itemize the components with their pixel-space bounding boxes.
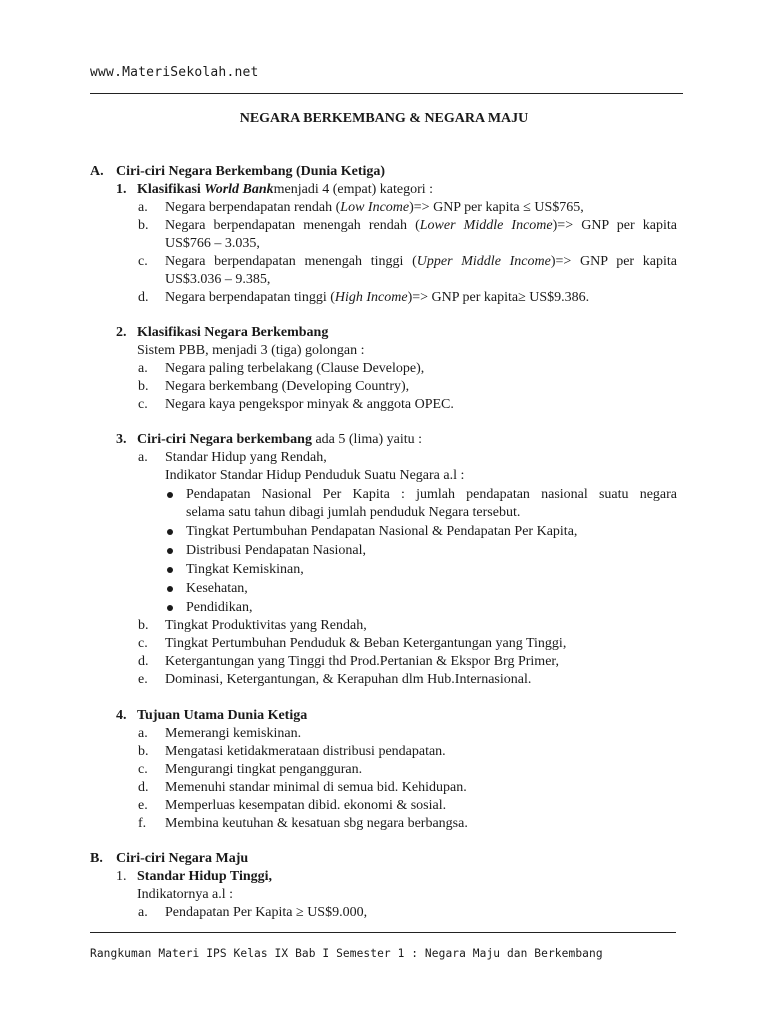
list-item-subtitle: Indikator Standar Hidup Penduduk Suatu Negara a.l : bbox=[165, 468, 465, 483]
bullet-item: Pendidikan, bbox=[186, 600, 253, 615]
list-item: Negara berpendapatan menengah tinggi (Upper Middle Income)=> GNP per kapita bbox=[165, 254, 677, 269]
list-item: Negara paling terbelakang (Clause Develope), bbox=[165, 361, 425, 376]
list-item-continuation: US$3.036 – 9.385, bbox=[165, 272, 271, 287]
bullet-item-continuation: selama satu tahun dibagi jumlah penduduk Negara tersebut. bbox=[186, 505, 521, 520]
footer-rule bbox=[90, 932, 676, 933]
bullet-icon bbox=[167, 492, 173, 498]
list-item: Negara berkembang (Developing Country), bbox=[165, 379, 410, 394]
list-item: Tingkat Produktivitas yang Rendah, bbox=[165, 618, 367, 633]
list-marker: d. bbox=[138, 654, 149, 669]
bullet-item: Distribusi Pendapatan Nasional, bbox=[186, 543, 367, 558]
list-marker: c. bbox=[138, 254, 148, 269]
list-marker: c. bbox=[138, 636, 148, 651]
list-marker: d. bbox=[138, 290, 149, 305]
section-b-marker: B. bbox=[90, 851, 103, 866]
list-item: Memperluas kesempatan dibid. ekonomi & sosial. bbox=[165, 798, 447, 813]
bullet-item: Tingkat Kemiskinan, bbox=[186, 562, 304, 577]
list-item: Pendapatan Per Kapita ≥ US$9.000, bbox=[165, 905, 368, 920]
list-item: Negara berpendapatan tinggi (High Income)=> GNP per kapita≥ US$9.386. bbox=[165, 290, 590, 305]
bullet-item: Tingkat Pertumbuhan Pendapatan Nasional & Pendapatan Per Kapita, bbox=[186, 524, 578, 539]
section-a-marker: A. bbox=[90, 164, 104, 179]
list-marker: a. bbox=[138, 450, 148, 465]
bullet-item: Pendapatan Nasional Per Kapita : jumlah pendapatan nasional suatu negara bbox=[186, 487, 677, 502]
a2-number: 2. bbox=[116, 325, 127, 340]
bullet-icon bbox=[167, 605, 173, 611]
list-item: Standar Hidup yang Rendah, bbox=[165, 450, 327, 465]
list-item: Negara berpendapatan rendah (Low Income)=> GNP per kapita ≤ US$765, bbox=[165, 200, 584, 215]
list-item-continuation: US$766 – 3.035, bbox=[165, 236, 260, 251]
list-marker: c. bbox=[138, 762, 148, 777]
a3-number: 3. bbox=[116, 432, 127, 447]
a4-heading: Tujuan Utama Dunia Ketiga bbox=[137, 708, 308, 723]
list-item: Mengurangi tingkat pengangguran. bbox=[165, 762, 363, 777]
list-marker: a. bbox=[138, 726, 148, 741]
a2-intro: Sistem PBB, menjadi 3 (tiga) golongan : bbox=[137, 343, 365, 358]
list-marker: b. bbox=[138, 379, 149, 394]
section-b-heading: Ciri-ciri Negara Maju bbox=[116, 851, 249, 866]
list-marker: a. bbox=[138, 361, 148, 376]
document-title: NEGARA BERKEMBANG & NEGARA MAJU bbox=[239, 111, 529, 126]
list-marker: a. bbox=[138, 200, 148, 215]
bullet-icon bbox=[167, 548, 173, 554]
b1-intro: Indikatornya a.l : bbox=[137, 887, 234, 902]
list-item: Tingkat Pertumbuhan Penduduk & Beban Ketergantungan yang Tinggi, bbox=[165, 636, 567, 651]
list-marker: e. bbox=[138, 672, 148, 687]
list-marker: b. bbox=[138, 218, 149, 233]
list-item: Mengatasi ketidakmerataan distribusi pendapatan. bbox=[165, 744, 446, 759]
a4-number: 4. bbox=[116, 708, 127, 723]
list-item: Negara berpendapatan menengah rendah (Lower Middle Income)=> GNP per kapita bbox=[165, 218, 677, 233]
list-item: Membina keutuhan & kesatuan sbg negara berbangsa. bbox=[165, 816, 468, 831]
section-a-heading: Ciri-ciri Negara Berkembang (Dunia Ketiga) bbox=[116, 164, 386, 179]
list-marker: a. bbox=[138, 905, 148, 920]
list-marker: c. bbox=[138, 397, 148, 412]
b1-number: 1. bbox=[116, 869, 127, 884]
list-marker: d. bbox=[138, 780, 149, 795]
bullet-icon bbox=[167, 529, 173, 535]
a2-heading: Klasifikasi Negara Berkembang bbox=[137, 325, 329, 340]
bullet-icon bbox=[167, 567, 173, 573]
bullet-item: Kesehatan, bbox=[186, 581, 248, 596]
list-item: Negara kaya pengekspor minyak & anggota OPEC. bbox=[165, 397, 454, 412]
b1-heading: Standar Hidup Tinggi, bbox=[137, 869, 273, 884]
list-item: Memenuhi standar minimal di semua bid. Kehidupan. bbox=[165, 780, 467, 795]
list-marker: b. bbox=[138, 744, 149, 759]
list-item: Ketergantungan yang Tinggi thd Prod.Pertanian & Ekspor Brg Primer, bbox=[165, 654, 560, 669]
a1-heading: Klasifikasi World Bankmenjadi 4 (empat) kategori : bbox=[137, 182, 434, 197]
a3-heading: Ciri-ciri Negara berkembang ada 5 (lima) yaitu : bbox=[137, 432, 422, 447]
list-marker: e. bbox=[138, 798, 148, 813]
a1-number: 1. bbox=[116, 182, 127, 197]
header-rule bbox=[90, 93, 683, 94]
list-marker: b. bbox=[138, 618, 149, 633]
website-url: www.MateriSekolah.net bbox=[90, 65, 259, 80]
bullet-icon bbox=[167, 586, 173, 592]
list-item: Memerangi kemiskinan. bbox=[165, 726, 302, 741]
footer-text: Rangkuman Materi IPS Kelas IX Bab I Semester 1 : Negara Maju dan Berkembang bbox=[90, 947, 603, 960]
list-item: Dominasi, Ketergantungan, & Kerapuhan dlm Hub.Internasional. bbox=[165, 672, 532, 687]
list-marker: f. bbox=[138, 816, 147, 831]
